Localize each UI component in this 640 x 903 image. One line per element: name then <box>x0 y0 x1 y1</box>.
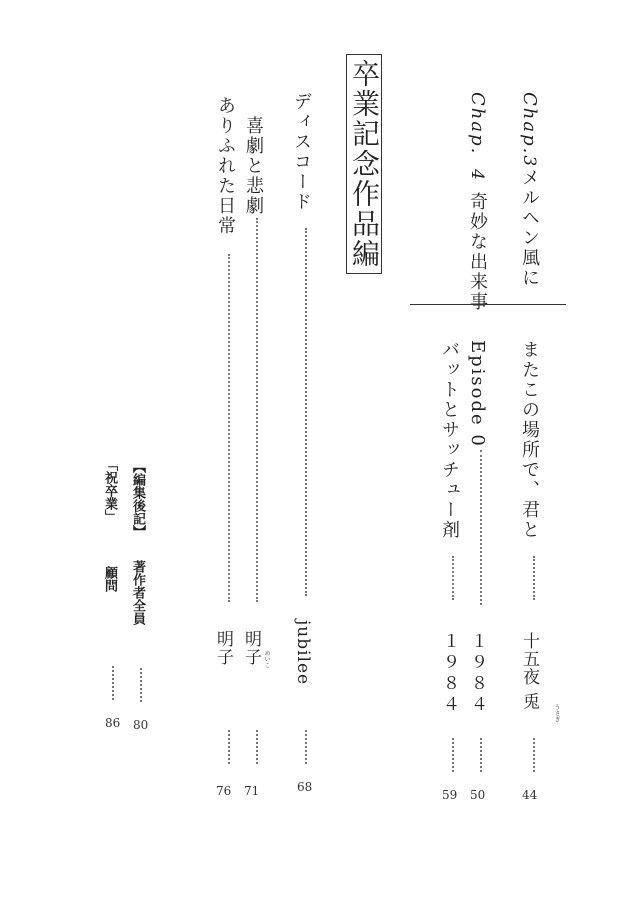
dot-leader <box>228 254 230 602</box>
back-matter-title: 【編集後記】 <box>130 460 145 538</box>
dot-leader <box>533 738 535 772</box>
author-ruby: うさぎ <box>553 704 560 722</box>
back-matter-title: 「祝卒業」 <box>102 458 117 523</box>
section-title: 卒業記念作品編 <box>346 54 382 274</box>
page-number: 59 <box>442 788 458 802</box>
back-matter-author: 顧問 <box>102 566 117 592</box>
entry-title: ありふれた日常 <box>215 96 236 236</box>
entry-title: Episode 0 <box>467 340 488 448</box>
dot-leader <box>480 738 482 772</box>
dot-leader <box>140 668 142 702</box>
page-number: 80 <box>133 718 149 732</box>
chapter-title: メルヘン風に <box>519 168 540 289</box>
dot-leader <box>256 730 258 764</box>
chapter-divider <box>410 304 566 305</box>
dot-leader <box>452 738 454 772</box>
entry-author: 明子 <box>241 630 261 666</box>
chapter-label: Chap. <box>519 92 540 156</box>
page-number: 71 <box>244 784 260 798</box>
dot-leader <box>480 450 482 605</box>
dot-leader <box>533 556 535 600</box>
entry-title: 喜劇と悲劇 <box>243 116 264 216</box>
page-number: 76 <box>216 784 232 798</box>
chapter-3-heading <box>520 92 538 288</box>
page-number: 44 <box>522 788 538 802</box>
entry-title: またこの場所で、君と <box>519 340 540 540</box>
chapter-number: 3 <box>519 155 539 169</box>
dot-leader <box>112 666 114 700</box>
entry-author: jubilee <box>293 620 313 686</box>
page-number: 86 <box>105 716 121 730</box>
entry-author: １９８４ <box>467 632 487 716</box>
entry-author: 十五夜 兎 <box>519 632 539 711</box>
chapter-label: Chap. <box>467 92 488 156</box>
dot-leader <box>305 228 307 596</box>
dot-leader <box>228 730 230 764</box>
chapter-4-heading <box>468 92 486 312</box>
dot-leader <box>452 556 454 600</box>
entry-author: 明子 <box>213 630 233 666</box>
page-number: 50 <box>470 788 486 802</box>
back-matter-author: 著作者全員 <box>130 560 145 625</box>
author-ruby: めいこ <box>263 650 270 668</box>
entry-author: １９８４ <box>439 632 459 716</box>
chapter-number: 4 <box>467 169 487 183</box>
dot-leader <box>305 730 307 764</box>
entry-title: バットとサッチュー剤 <box>439 340 460 540</box>
chapter-title: 奇妙な出来事 <box>467 192 488 313</box>
entry-title: ディスコード <box>291 92 312 212</box>
page-number: 68 <box>297 780 313 794</box>
dot-leader <box>256 218 258 602</box>
